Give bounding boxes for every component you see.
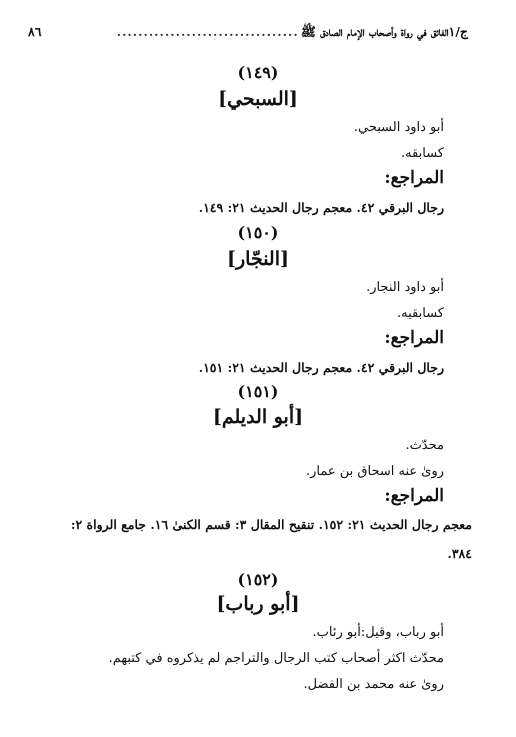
entry-name: [أبو رباب] [216, 593, 300, 615]
entry-number: (١٥٢) [237, 570, 279, 589]
entry-line: أبو داود النجار. [366, 280, 444, 295]
entry-number: (١٥١) [237, 382, 279, 401]
running-header [28, 24, 472, 44]
references-line: رجال البرقي ٤٢. معجم رجال الحديث ٢١: ١٤٩. [198, 200, 444, 215]
entry-line: كسابقه. [400, 146, 444, 161]
references-heading: المراجع: [384, 168, 444, 188]
entry-name: [النجّار] [226, 248, 289, 270]
volume-number: ج/١ [448, 24, 468, 39]
references-line: رجال البرقي ٤٢. معجم رجال الحديث ٢١: ١٥١. [198, 360, 444, 375]
leader-dots: .................................. [116, 24, 299, 39]
entry-line: كسابقيه. [397, 306, 444, 321]
entry-line: روىٰ عنه محمد بن الفضل. [303, 677, 444, 692]
entry-line: محدّث اكثر أصحاب كتب الرجال والتراجم لم يذكروه في كتبهم. [108, 651, 444, 666]
references-line-continued: ٣٨٤. [447, 546, 472, 561]
entry-line: محدّث. [405, 438, 444, 453]
references-heading: المراجع: [384, 328, 444, 348]
entry-line: أبو رباب، وقيل:أبو رئاب. [312, 625, 444, 640]
page-number: ٨٦ [28, 24, 42, 39]
entry-name: [أبو الديلم] [212, 406, 304, 428]
book-title: الفائق في رواة وأصحاب الإمام الصادق ﷺ [300, 24, 449, 39]
references-line: معجم رجال الحديث ٢١: ١٥٢. تنقيح المقال ٣: قسم الكنىٰ ١٦. جامع الرواة ٢: [70, 517, 472, 532]
references-heading: المراجع: [384, 486, 444, 506]
entry-name: [السبحي] [218, 88, 298, 110]
entry-number: (١٤٩) [237, 63, 279, 82]
entry-number: (١٥٠) [237, 223, 279, 242]
entry-line: روىٰ عنه اسحاق بن عمار. [305, 464, 444, 479]
entry-line: أبو داود السبحي. [353, 120, 444, 135]
